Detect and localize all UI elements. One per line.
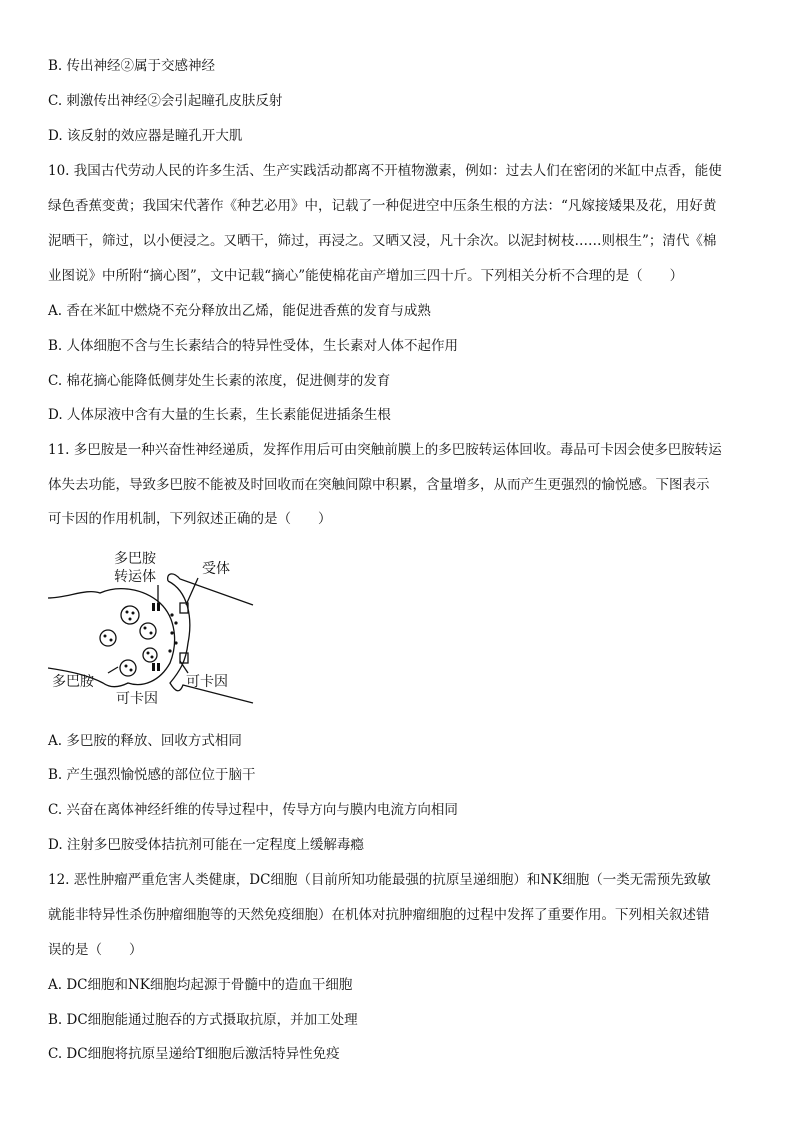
q10-option-c: C. 棉花摘心能降低侧芽处生长素的浓度，促进侧芽的发育 xyxy=(48,373,391,389)
q12-stem-line-2: 就能非特异性杀伤肿瘤细胞等的天然免疫细胞）在机体对抗肿瘤细胞的过程中发挥了重要作用。下列相关叙述错 xyxy=(48,907,710,923)
label-transporter-2: 转运体 xyxy=(114,569,156,585)
q11-stem-line-1: 11. 多巴胺是一种兴奋性神经递质，发挥作用后可由突触前膜上的多巴胺转运体回收。毒品可卡因会使多巴胺转运 xyxy=(48,442,722,458)
q11-option-d: D. 注射多巴胺受体拮抗剂可能在一定程度上缓解毒瘾 xyxy=(48,837,364,853)
q11-option-c: C. 兴奋在离体神经纤维的传导过程中，传导方向与膜内电流方向相同 xyxy=(48,802,458,818)
q12-stem-line-3: 误的是（ ） xyxy=(48,942,143,958)
postsynaptic-membrane xyxy=(168,574,253,605)
label-cocaine-right: 可卡因 xyxy=(186,674,228,690)
q10-stem-line-4: 业图说》中所附“摘心图”，文中记载“摘心”能使棉花亩产增加三四十斤。下列相关分析不合理的是（ ） xyxy=(48,268,684,284)
q12-option-b: B. DC细胞能通过胞吞的方式摄取抗原，并加工处理 xyxy=(48,1012,358,1028)
q11-stem-line-3: 可卡因的作用机制，下列叙述正确的是（ ） xyxy=(48,511,332,527)
q9-option-b: B. 传出神经②属于交感神经 xyxy=(48,58,216,74)
q11-option-a: A. 多巴胺的释放、回收方式相同 xyxy=(48,733,242,749)
presynaptic-terminal xyxy=(48,589,175,687)
q11-option-b: B. 产生强烈愉悦感的部位位于脑干 xyxy=(48,767,256,783)
q12-option-a: A. DC细胞和NK细胞均起源于骨髓中的造血干细胞 xyxy=(48,977,353,993)
q12-option-c: C. DC细胞将抗原呈递给T细胞后激活特异性免疫 xyxy=(48,1046,340,1062)
q10-stem-line-1: 10. 我国古代劳动人民的许多生活、生产实践活动都离不开植物激素，例如：过去人们在密闭的米缸中点香，能使 xyxy=(48,163,722,179)
label-cocaine-bottom: 可卡因 xyxy=(116,691,158,707)
q9-option-d: D. 该反射的效应器是瞳孔开大肌 xyxy=(48,128,243,144)
vesicle xyxy=(140,623,156,639)
q10-option-d: D. 人体尿液中含有大量的生长素，生长素能促进插条生根 xyxy=(48,407,391,423)
q10-stem-line-2: 绿色香蕉变黄；我国宋代著作《种艺必用》中，记载了一种促进空中压条生根的方法：“凡嫁接矮果及花，用好黄 xyxy=(48,198,717,214)
vesicle xyxy=(100,630,116,646)
q10-option-b: B. 人体细胞不含与生长素结合的特异性受体，生长素对人体不起作用 xyxy=(48,338,459,354)
q9-option-c: C. 刺激传出神经②会引起瞳孔皮肤反射 xyxy=(48,93,283,109)
vesicle xyxy=(143,648,157,662)
q12-stem-line-1: 12. 恶性肿瘤严重危害人类健康，DC细胞（目前所知功能最强的抗原呈递细胞）和NK细胞（一类无需预先致敏 xyxy=(48,872,711,888)
q10-stem-line-3: 泥晒干，筛过，以小便浸之。又晒干，筛过，再浸之。又晒又浸，凡十余次。以泥封树枝……则根生”；清代《棉 xyxy=(48,233,717,249)
vesicle xyxy=(121,606,139,624)
label-receptor: 受体 xyxy=(202,561,230,577)
vesicle xyxy=(120,660,136,676)
q10-option-a: A. 香在米缸中燃烧不充分释放出乙烯，能促进香蕉的发育与成熟 xyxy=(48,303,431,319)
q11-stem-line-2: 体失去功能，导致多巴胺不能被及时回收而在突触间隙中积累，含量增多，从而产生更强烈的愉悦感。下图表示 xyxy=(48,477,710,493)
label-dopamine: 多巴胺 xyxy=(52,674,94,690)
synapse-diagram xyxy=(48,543,263,708)
label-transporter-1: 多巴胺 xyxy=(114,551,156,567)
